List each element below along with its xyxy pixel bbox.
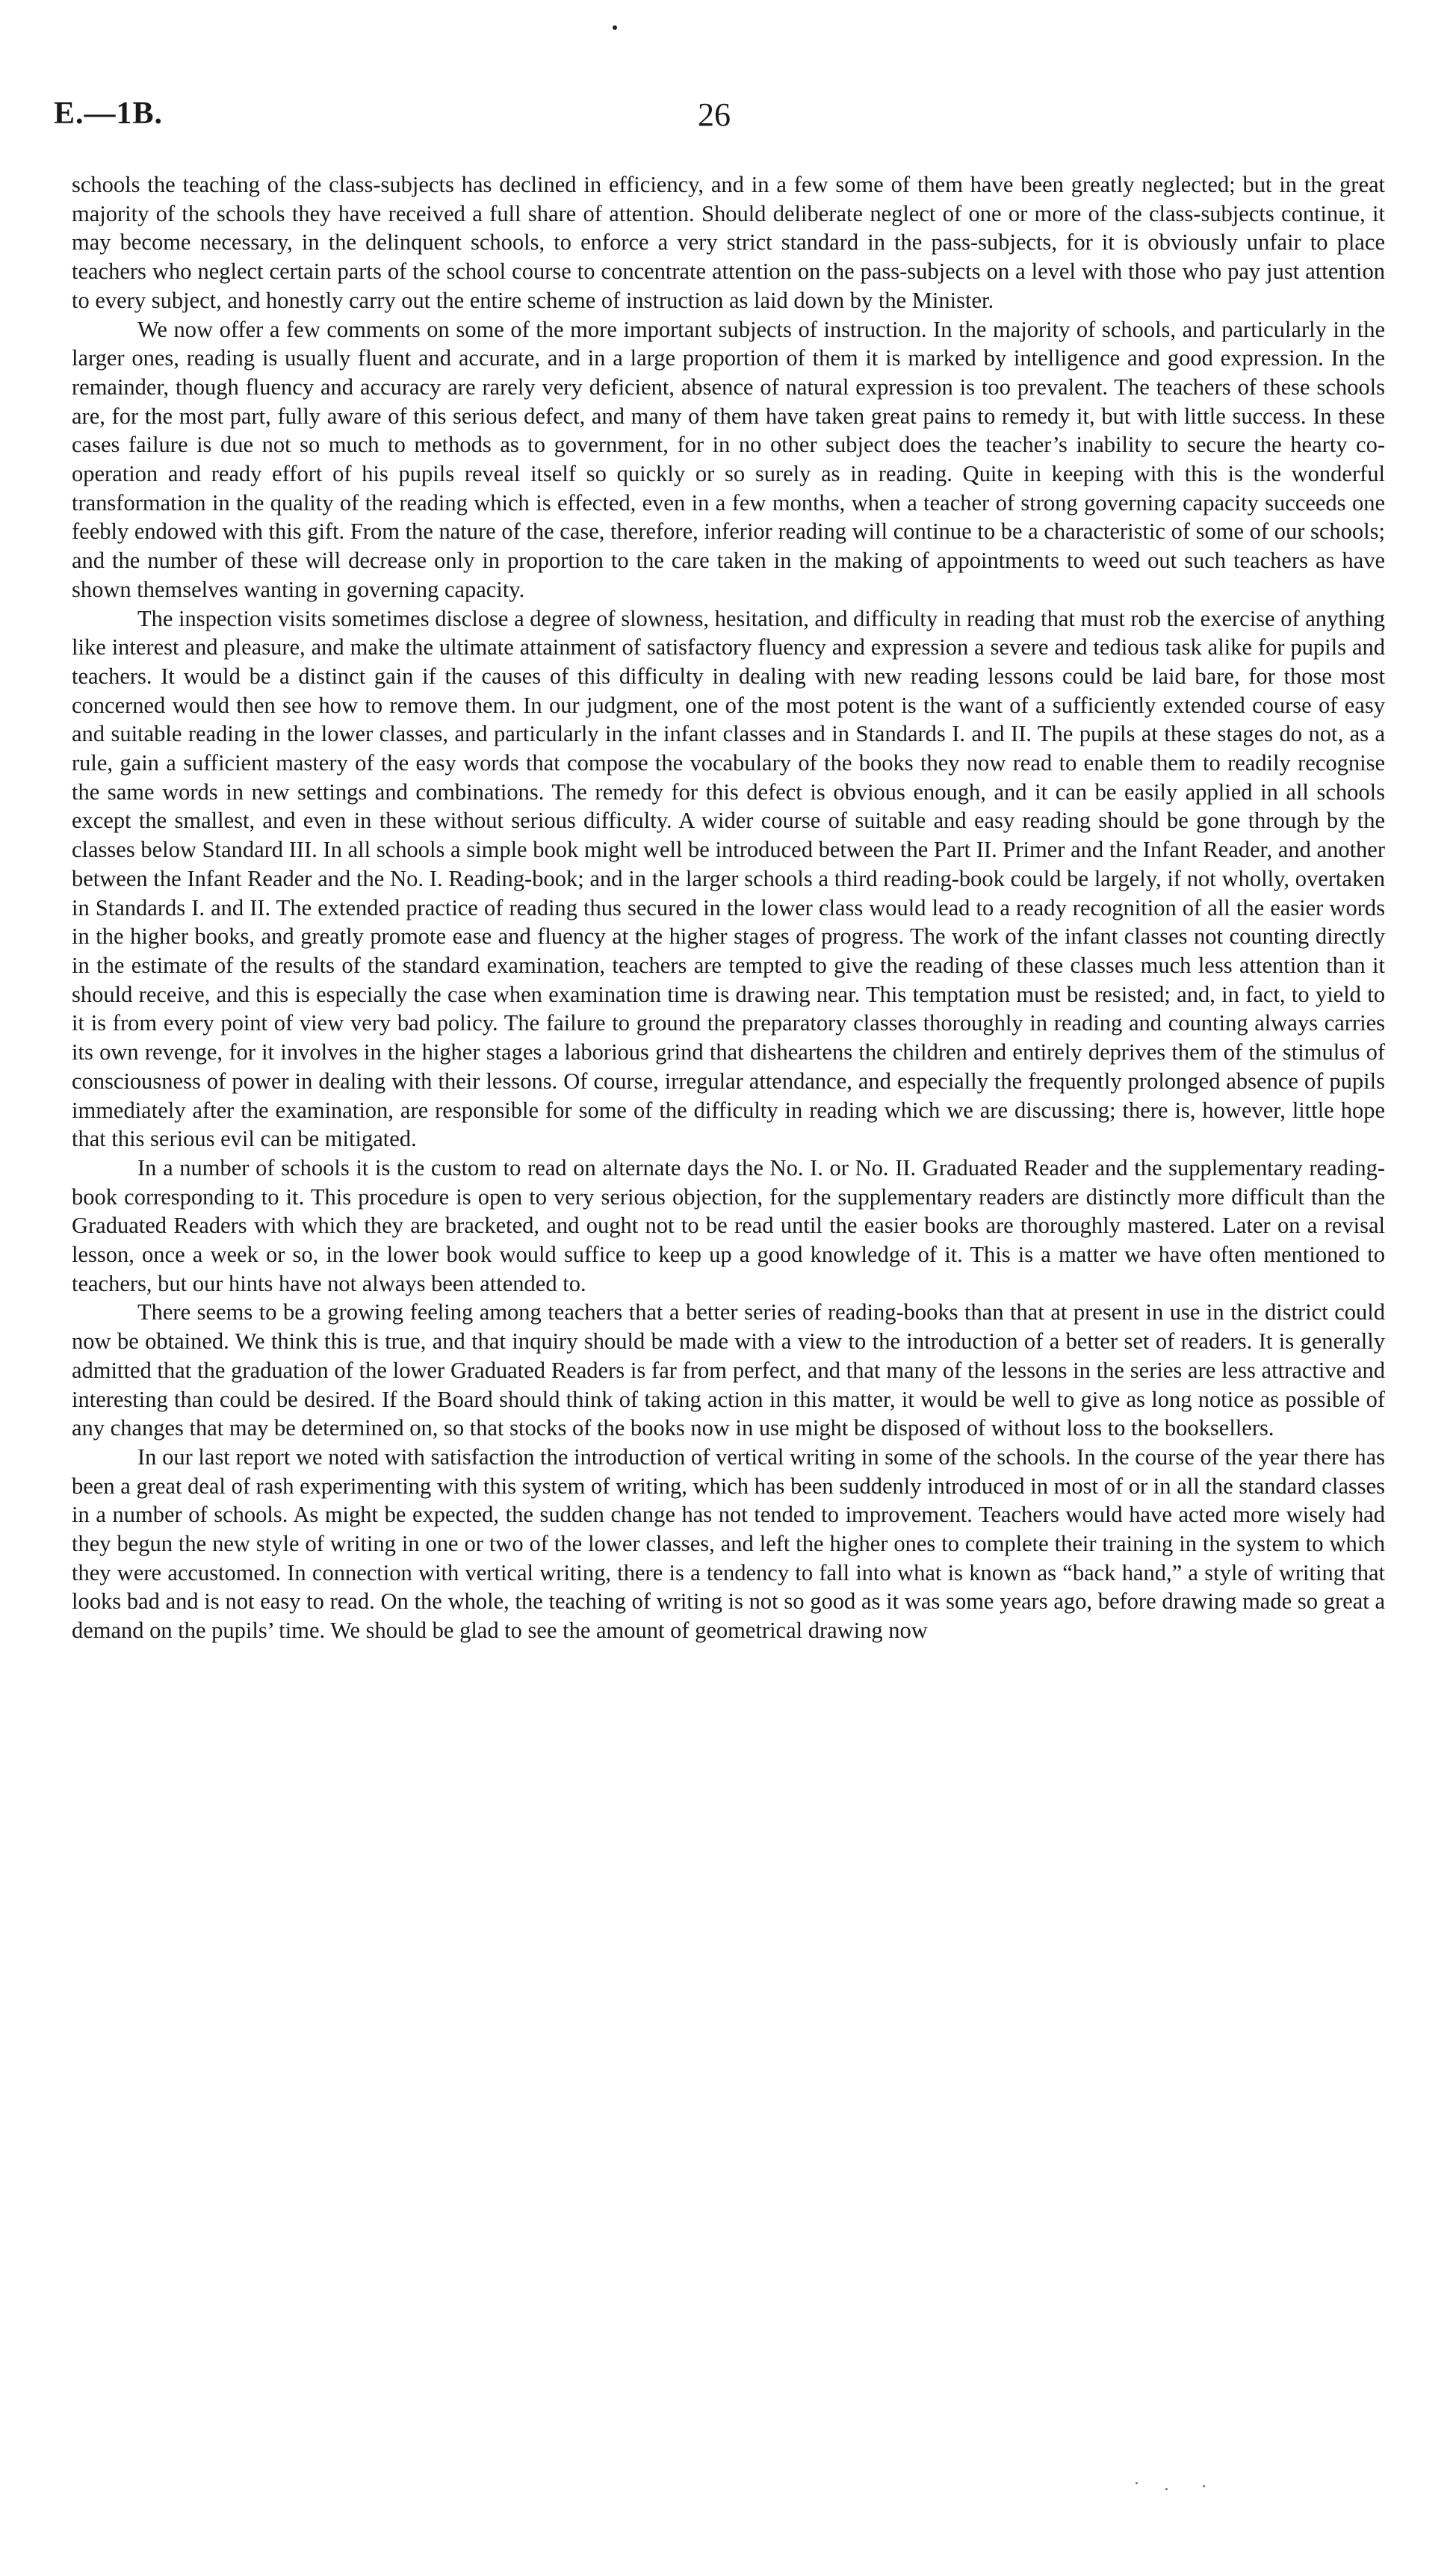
page-number: 26 xyxy=(698,96,731,133)
page-header xyxy=(54,96,1391,140)
paragraph-5: There seems to be a growing feeling among teachers that a better series of reading-books than that at present in use in the district could now be obtained. We think this is true, and that inquiry should be made with a view to the introduction of a better set of readers. It is generally admitted that the graduation of the lower Graduated Readers is far from perfect, and that many of the lessons in the series are less attractive and interesting than could be desired. If the Board should think of taking action in this matter, it would be well to give as long notice as possible of any changes that may be determined on, so that stocks of the books now in use might be disposed of without loss to the booksellers. xyxy=(72,1299,1385,1441)
paper-speck xyxy=(1165,2488,1168,2490)
paragraph-2: We now offer a few comments on some of the more important subjects of instruction. In the majority of schools, and particularly in the larger ones, reading is usually fluent and accurate, and in a large proportion of them it is marked by intelligence and good expression. In the remainder, though fluency and accuracy are rarely very deficient, absence of natural expression is too prevalent. The teachers of these schools are, for the most part, fully aware of this serious defect, and many of them have taken great pains to remedy it, but with little success. In these cases failure is due not so much to methods as to government, for in no other subject does the teacher’s inability to secure the hearty co-operation and ready effort of his pupils reveal itself so quickly or so surely as in reading. Quite in keeping with this is the wonderful transformation in the quality of the reading which is effected, even in a few months, when a teacher of strong governing capacity succeeds one feebly endowed with this gift. From the nature of the case, therefore, inferior reading will continue to be a characteristic of some of our schools; and the number of these will decrease only in proportion to the care taken in the making of appointments to weed out such teachers as have shown themselves wanting in governing capacity. xyxy=(72,316,1385,602)
body-text xyxy=(72,170,1385,1645)
page-mark xyxy=(613,25,617,30)
paper-speck xyxy=(1203,2485,1205,2487)
paragraph-1: schools the teaching of the class-subjects has declined in efficiency, and in a few some of them have been greatly neglected; but in the great majority of the schools they have received a full share of attention. Should deliberate neglect of one or more of the class-subjects continue, it may become necessary, in the delinquent schools, to enforce a very strict standard in the pass-subjects, for it is obviously unfair to place teachers who neglect certain parts of the school course to concentrate attention on the pass-subjects on a level with those who pay just attention to every subject, and honestly carry out the entire scheme of instruction as laid down by the Minister. xyxy=(72,172,1385,313)
paragraph-4: In a number of schools it is the custom to read on alternate days the No. I. or No. II. Graduated Reader and the supplementary reading-book corresponding to it. This procedure is open to very serious objection, for the supplementary readers are distinctly more difficult than the Graduated Readers with which they are bracketed, and ought not to be read until the easier books are thoroughly mastered. Later on a revisal lesson, once a week or so, in the lower book would suffice to keep up a good knowledge of it. This is a matter we have often mentioned to teachers, but our hints have not always been attended to. xyxy=(72,1154,1385,1296)
paper-speck xyxy=(1136,2482,1138,2484)
document-reference: E.—1B. xyxy=(54,96,164,131)
paragraph-3: The inspection visits sometimes disclose a degree of slowness, hesitation, and difficulty in reading that must rob the exercise of anything like interest and pleasure, and make the ultimate attainment of satisfactory fluency and expression a severe and tedious task alike for pupils and teachers. It would be a distinct gain if the causes of this difficulty in dealing with new reading lessons could be laid bare, for those most concerned would then see how to remove them. In our judgment, one of the most potent is the want of a sufficiently extended course of easy and suitable reading in the lower classes, and particularly in the infant classes and in Standards I. and II. The pupils at these stages do not, as a rule, gain a sufficient mastery of the easy words that compose the vocabulary of the books they now read to enable them to readily recognise the same words in new settings and combinations. The remedy for this defect is obvious enough, and it can be easily applied in all schools except the smallest, and even in these without serious difficulty. A wider course of suitable and easy reading should be gone through by the classes below Standard III. In all schools a simple book might well be introduced between the Part II. Primer and the Infant Reader, and another between the Infant Reader and the No. I. Reading-book; and in the larger schools a third reading-book could be largely, if not wholly, overtaken in Standards I. and II. The extended practice of reading thus secured in the lower class would lead to a ready recognition of all the easier words in the higher books, and greatly promote ease and fluency at the higher stages of progress. The work of the infant classes not counting directly in the estimate of the results of the standard examination, teachers are tempted to give the reading of these classes much less attention than it should receive, and this is especially the case when examination time is drawing near. This temptation must be resisted; and, in fact, to yield to it is from every point of view very bad policy. The failure to ground the preparatory classes thoroughly in reading and counting always carries its own revenge, for it involves in the higher stages a laborious grind that disheartens the children and entirely deprives them of the stimulus of consciousness of power in dealing with their lessons. Of course, irregular attendance, and especially the frequently prolonged absence of pupils immediately after the examination, are responsible for some of the difficulty in reading which we are discussing; there is, however, little hope that this serious evil can be mitigated. xyxy=(72,605,1385,1152)
paragraph-6: In our last report we noted with satisfaction the introduction of vertical writing in some of the schools. In the course of the year there has been a great deal of rash experimenting with this system of writing, which has been suddenly introduced in most of or in all the standard classes in a number of schools. As might be expected, the sudden change has not tended to improvement. Teachers would have acted more wisely had they begun the new style of writing in one or two of the lower classes, and left the higher ones to complete their training in the system to which they were accustomed. In connection with vertical writing, there is a tendency to fall into what is known as “back hand,” a style of writing that looks bad and is not easy to read. On the whole, the teaching of writing is not so good as it was some years ago, before drawing made so great a demand on the pupils’ time. We should be glad to see the amount of geometrical drawing now xyxy=(72,1444,1385,1644)
